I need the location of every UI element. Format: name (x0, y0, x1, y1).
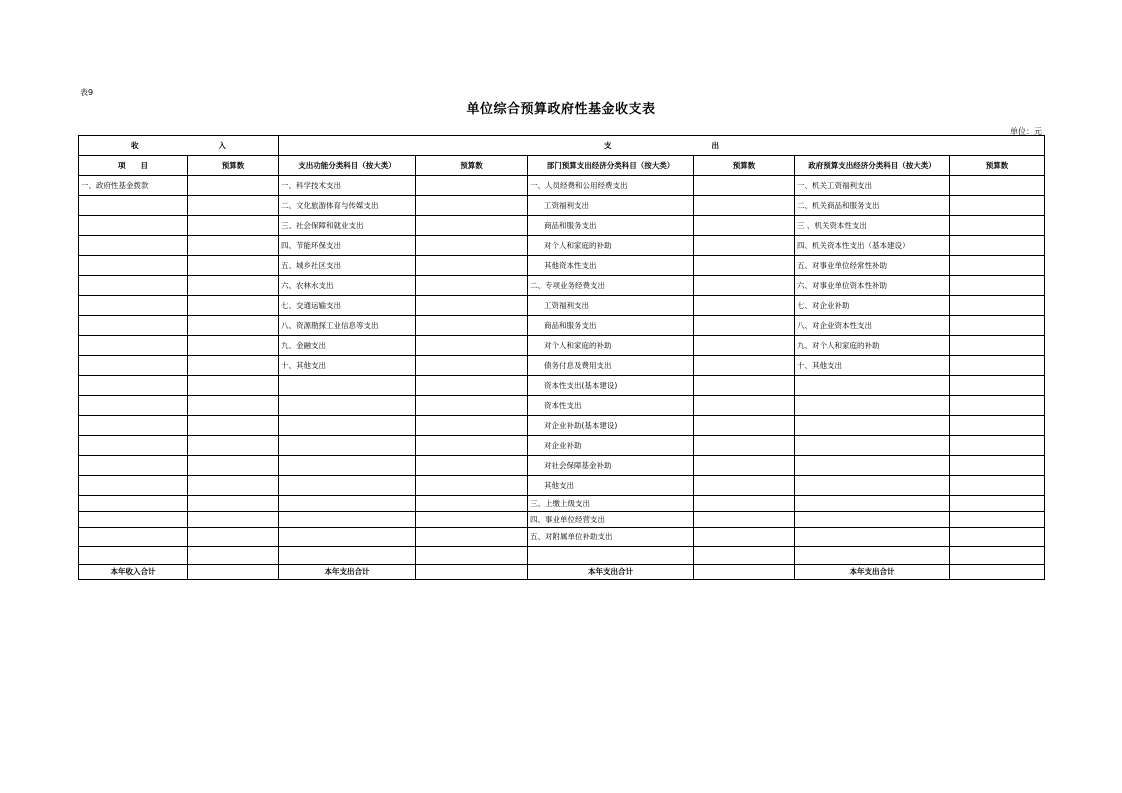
income-group-char-2: 入 (218, 140, 226, 150)
func-budget-cell (416, 356, 528, 376)
func-budget-cell (416, 496, 528, 512)
income-budget-cell (188, 396, 279, 416)
gov-budget-cell (950, 196, 1045, 216)
gov-budget-cell (950, 216, 1045, 236)
income-item-cell (79, 547, 188, 565)
table-row (79, 528, 1045, 547)
gov-econ-cell (795, 496, 950, 512)
gov-econ-cell (795, 376, 950, 396)
func-class-cell: 八、资源勘探工业信息等支出 (279, 316, 416, 336)
income-item-cell (79, 216, 188, 236)
func-class-cell (279, 496, 416, 512)
income-budget-cell (188, 547, 279, 565)
table-row (79, 476, 1045, 496)
gov-budget-cell (950, 436, 1045, 456)
income-item-cell (79, 256, 188, 276)
func-budget-cell (416, 396, 528, 416)
func-class-cell (279, 476, 416, 496)
income-group-header (79, 136, 279, 156)
table-row (79, 396, 1045, 416)
gov-total-label: 本年支出合计 (795, 565, 950, 580)
group-header-row (79, 136, 1045, 156)
dept-econ-cell: 资本性支出(基本建设) (528, 376, 694, 396)
income-item-cell (79, 196, 188, 216)
income-item-cell (79, 376, 188, 396)
func-class-cell (279, 528, 416, 547)
dept-econ-cell: 商品和服务支出 (528, 316, 694, 336)
unit-label: 单位：元 (1010, 127, 1042, 136)
gov-econ-cell (795, 436, 950, 456)
income-item-cell (79, 416, 188, 436)
gov-econ-cell: 三 、机关资本性支出 (795, 216, 950, 236)
income-item-cell (79, 276, 188, 296)
dept-econ-cell: 二、专项业务经费支出 (528, 276, 694, 296)
gov-budget-cell (950, 547, 1045, 565)
income-budget-cell (188, 436, 279, 456)
func-budget-cell (416, 296, 528, 316)
income-budget-cell (188, 336, 279, 356)
func-total-label: 本年支出合计 (279, 565, 416, 580)
dept-budget-cell (694, 496, 795, 512)
gov-budget-cell (950, 512, 1045, 528)
dept-econ-cell: 对个人和家庭的补助 (528, 336, 694, 356)
table-number: 表9 (80, 88, 94, 97)
income-budget-cell (188, 316, 279, 336)
col-gov-econ: 政府预算支出经济分类科目（按大类） (795, 156, 950, 176)
func-budget-cell (416, 216, 528, 236)
func-budget-cell (416, 416, 528, 436)
gov-budget-cell (950, 176, 1045, 196)
table-row (79, 176, 1045, 196)
col-income-budget: 预算数 (188, 156, 279, 176)
income-item-cell (79, 456, 188, 476)
dept-budget-cell (694, 176, 795, 196)
expense-group-header (279, 136, 1045, 156)
gov-econ-cell (795, 416, 950, 436)
income-budget-cell (188, 236, 279, 256)
func-class-cell (279, 547, 416, 565)
func-class-cell: 九、金融支出 (279, 336, 416, 356)
func-budget-cell (416, 196, 528, 216)
func-budget-cell (416, 256, 528, 276)
gov-econ-cell (795, 396, 950, 416)
income-item-cell (79, 396, 188, 416)
dept-econ-cell: 其他支出 (528, 476, 694, 496)
table-row (79, 376, 1045, 396)
dept-budget-cell (694, 416, 795, 436)
income-budget-cell (188, 216, 279, 236)
table-row (79, 276, 1045, 296)
gov-budget-cell (950, 496, 1045, 512)
gov-econ-cell (795, 528, 950, 547)
income-item-cell (79, 512, 188, 528)
totals-row (79, 565, 1045, 580)
income-item-cell (79, 296, 188, 316)
dept-budget-cell (694, 396, 795, 416)
func-class-cell (279, 416, 416, 436)
dept-econ-cell: 商品和服务支出 (528, 216, 694, 236)
dept-budget-cell (694, 356, 795, 376)
income-budget-cell (188, 176, 279, 196)
income-item-cell: 一、政府性基金拨款 (79, 176, 188, 196)
income-budget-cell (188, 528, 279, 547)
func-budget-cell (416, 316, 528, 336)
dept-budget-cell (694, 296, 795, 316)
income-budget-cell (188, 376, 279, 396)
func-budget-cell (416, 476, 528, 496)
table-row (79, 236, 1045, 256)
income-budget-cell (188, 456, 279, 476)
gov-budget-cell (950, 456, 1045, 476)
gov-econ-cell: 六、对事业单位资本性补助 (795, 276, 950, 296)
income-budget-cell (188, 276, 279, 296)
income-total-value (188, 565, 279, 580)
col-dept-econ: 部门预算支出经济分类科目（按大类） (528, 156, 694, 176)
func-class-cell (279, 376, 416, 396)
gov-econ-cell: 十、其他支出 (795, 356, 950, 376)
income-item-cell (79, 476, 188, 496)
income-group-char-1: 收 (131, 140, 139, 150)
column-header-row (79, 156, 1045, 176)
col-func-class: 支出功能分类科目（按大类） (279, 156, 416, 176)
income-item-cell (79, 436, 188, 456)
dept-budget-cell (694, 436, 795, 456)
income-item-cell (79, 356, 188, 376)
col-func-budget: 预算数 (416, 156, 528, 176)
func-budget-cell (416, 512, 528, 528)
gov-budget-cell (950, 416, 1045, 436)
dept-budget-cell (694, 216, 795, 236)
income-budget-cell (188, 512, 279, 528)
func-class-cell: 四、节能环保支出 (279, 236, 416, 256)
table-row (79, 336, 1045, 356)
dept-econ-cell: 三、上缴上级支出 (528, 496, 694, 512)
income-item-cell (79, 528, 188, 547)
dept-budget-cell (694, 316, 795, 336)
gov-budget-cell (950, 276, 1045, 296)
dept-budget-cell (694, 196, 795, 216)
income-total-label: 本年收入合计 (79, 565, 188, 580)
func-class-cell: 五、城乡社区支出 (279, 256, 416, 276)
table-row (79, 512, 1045, 528)
dept-budget-cell (694, 276, 795, 296)
table-row (79, 316, 1045, 336)
dept-econ-cell: 工资福利支出 (528, 196, 694, 216)
func-total-value (416, 565, 528, 580)
dept-budget-cell (694, 512, 795, 528)
dept-econ-cell: 一、人员经费和公用经费支出 (528, 176, 694, 196)
col-item: 项 目 (79, 156, 188, 176)
gov-budget-cell (950, 528, 1045, 547)
func-budget-cell (416, 436, 528, 456)
dept-budget-cell (694, 256, 795, 276)
income-budget-cell (188, 416, 279, 436)
gov-econ-cell: 五、对事业单位经常性补助 (795, 256, 950, 276)
func-class-cell: 二、文化旅游体育与传媒支出 (279, 196, 416, 216)
gov-econ-cell (795, 476, 950, 496)
gov-econ-cell (795, 547, 950, 565)
table-row (79, 456, 1045, 476)
dept-econ-cell: 五、对附属单位补助支出 (528, 528, 694, 547)
func-class-cell (279, 396, 416, 416)
gov-budget-cell (950, 396, 1045, 416)
func-class-cell (279, 436, 416, 456)
income-budget-cell (188, 476, 279, 496)
gov-budget-cell (950, 356, 1045, 376)
budget-table (78, 135, 1045, 580)
gov-budget-cell (950, 236, 1045, 256)
income-item-cell (79, 336, 188, 356)
dept-budget-cell (694, 476, 795, 496)
income-budget-cell (188, 356, 279, 376)
gov-total-value (950, 565, 1045, 580)
income-item-cell (79, 316, 188, 336)
dept-econ-cell: 债务付息及费用支出 (528, 356, 694, 376)
dept-budget-cell (694, 456, 795, 476)
func-class-cell: 三、社会保障和就业支出 (279, 216, 416, 236)
table-row (79, 547, 1045, 565)
table-row (79, 196, 1045, 216)
dept-econ-cell (528, 547, 694, 565)
dept-econ-cell: 资本性支出 (528, 396, 694, 416)
dept-total-value (694, 565, 795, 580)
dept-econ-cell: 对社会保障基金补助 (528, 456, 694, 476)
dept-econ-cell: 对企业补助(基本建设) (528, 416, 694, 436)
func-budget-cell (416, 547, 528, 565)
func-budget-cell (416, 176, 528, 196)
dept-budget-cell (694, 236, 795, 256)
col-dept-budget: 预算数 (694, 156, 795, 176)
income-budget-cell (188, 296, 279, 316)
gov-budget-cell (950, 296, 1045, 316)
func-class-cell: 六、农林水支出 (279, 276, 416, 296)
func-budget-cell (416, 456, 528, 476)
func-budget-cell (416, 336, 528, 356)
expense-group-char-1: 支 (604, 140, 612, 150)
gov-econ-cell (795, 456, 950, 476)
func-class-cell: 七、交通运输支出 (279, 296, 416, 316)
gov-budget-cell (950, 256, 1045, 276)
func-class-cell (279, 456, 416, 476)
func-budget-cell (416, 376, 528, 396)
gov-econ-cell: 四、机关资本性支出（基本建设） (795, 236, 950, 256)
gov-budget-cell (950, 336, 1045, 356)
gov-budget-cell (950, 376, 1045, 396)
gov-econ-cell: 九、对个人和家庭的补助 (795, 336, 950, 356)
income-budget-cell (188, 496, 279, 512)
func-class-cell (279, 512, 416, 528)
expense-group-char-2: 出 (711, 140, 719, 150)
gov-budget-cell (950, 476, 1045, 496)
func-budget-cell (416, 528, 528, 547)
table-row (79, 416, 1045, 436)
income-budget-cell (188, 256, 279, 276)
dept-econ-cell: 对个人和家庭的补助 (528, 236, 694, 256)
dept-total-label: 本年支出合计 (528, 565, 694, 580)
dept-econ-cell: 对企业补助 (528, 436, 694, 456)
dept-econ-cell: 工资福利支出 (528, 296, 694, 316)
table-row (79, 436, 1045, 456)
func-budget-cell (416, 236, 528, 256)
func-class-cell: 十、其他支出 (279, 356, 416, 376)
gov-econ-cell: 一、机关工资福利支出 (795, 176, 950, 196)
table-row (79, 296, 1045, 316)
func-budget-cell (416, 276, 528, 296)
page-title: 单位综合预算政府性基金收支表 (466, 102, 656, 117)
col-gov-budget: 预算数 (950, 156, 1045, 176)
dept-budget-cell (694, 336, 795, 356)
dept-budget-cell (694, 376, 795, 396)
dept-econ-cell: 四、事业单位经营支出 (528, 512, 694, 528)
table-row (79, 496, 1045, 512)
income-item-cell (79, 496, 188, 512)
dept-econ-cell: 其他资本性支出 (528, 256, 694, 276)
gov-econ-cell: 八、对企业资本性支出 (795, 316, 950, 336)
func-class-cell: 一、科学技术支出 (279, 176, 416, 196)
dept-budget-cell (694, 547, 795, 565)
table-row (79, 356, 1045, 376)
dept-budget-cell (694, 528, 795, 547)
income-budget-cell (188, 196, 279, 216)
table-row (79, 216, 1045, 236)
gov-econ-cell: 二、机关商品和服务支出 (795, 196, 950, 216)
gov-econ-cell: 七、对企业补助 (795, 296, 950, 316)
gov-econ-cell (795, 512, 950, 528)
income-item-cell (79, 236, 188, 256)
table-row (79, 256, 1045, 276)
gov-budget-cell (950, 316, 1045, 336)
